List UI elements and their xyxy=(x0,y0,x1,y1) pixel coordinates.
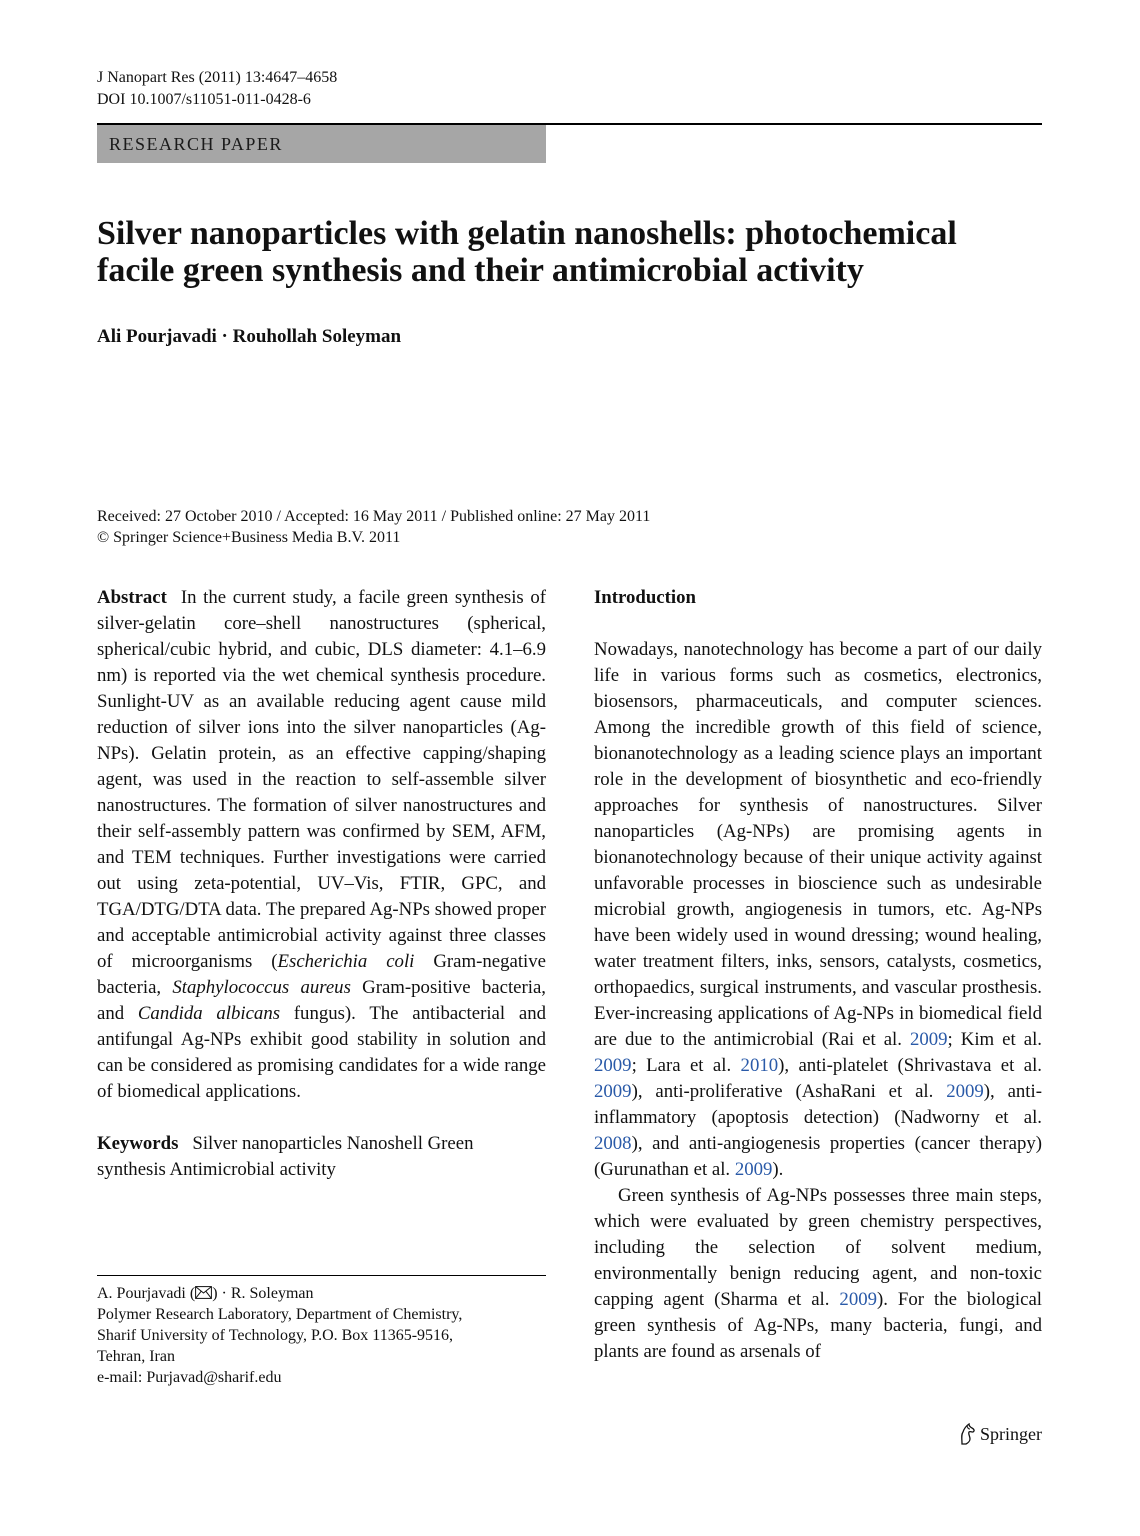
section-banner: RESEARCH PAPER xyxy=(97,125,546,163)
footnote-affiliation-2: Sharif University of Technology, P.O. Box 11365-9516, xyxy=(97,1327,454,1344)
article-title xyxy=(97,215,997,289)
keywords-heading: Keywords xyxy=(97,1133,179,1154)
journal-doi: DOI 10.1007/s11051-011-0428-6 xyxy=(97,91,311,108)
footnote-affiliation-3: Tehran, Iran xyxy=(97,1348,175,1365)
title-line-2: facile green synthesis and their antimicrobial activity xyxy=(97,252,864,289)
organism-name: Escherichia coli xyxy=(277,951,415,972)
abstract-text-2: Gram-negative bacteria, xyxy=(97,951,546,998)
citation-link[interactable]: 2009 xyxy=(946,1081,984,1102)
keywords-text: Silver nanoparticles Nanoshell Green synthesis Antimicrobial activity xyxy=(97,1133,474,1180)
author-affiliation-footnote xyxy=(97,1283,546,1388)
springer-logo xyxy=(958,1423,1042,1445)
footnote-rule xyxy=(97,1275,546,1276)
introduction-heading: Introduction xyxy=(594,587,696,608)
footnote-affiliation-1: Polymer Research Laboratory, Department of Chemistry, xyxy=(97,1306,463,1323)
introduction-paragraph-2: Green synthesis of Ag-NPs possesses three main steps, which were evaluated by green chemistry perspectives, including the selection of solvent medium, environmentally benign reducing agent, and non-toxic capping agent (Sharma et al. 2009). For the biological green synthesis of Ag-NPs, many bacteria, fungi, and plants are found as arsenals of xyxy=(594,1185,1042,1362)
abstract-heading: Abstract xyxy=(97,587,167,608)
date-line: Received: 27 October 2010 / Accepted: 16 May 2011 / Published online: 27 May 2011 xyxy=(97,508,651,525)
springer-wordmark: Springer xyxy=(980,1423,1042,1444)
footnote-authors: A. Pourjavadi ( ) · R. Soleyman xyxy=(97,1285,314,1302)
abstract-text-1: In the current study, a facile green synthesis of silver-gelatin core–shell nanostructures (spherical, spherical/cubic hybrid, and cubic, DLS diameter: 4.1–6.9 nm) is reported via the wet chemical synthesis procedure. Sunlight-UV as an available reducing agent cause mild reduction of silver ions into the silver nanoparticles (Ag-NPs). Gelatin protein, as an effective capping/shaping agent, was used in the reaction to self-assemble silver nanostructures. The formation of silver nanostructures and their self-assembly pattern was confirmed by SEM, AFM, and TEM techniques. Further investigations were carried out using zeta-potential, UV–Vis, FTIR, GPC, and TGA/DTG/DTA data. The prepared Ag-NPs showed proper and acceptable antimicrobial activity against three classes of microorganisms ( xyxy=(97,587,546,972)
citation-link[interactable]: 2008 xyxy=(594,1133,632,1154)
citation-link[interactable]: 2009 xyxy=(909,1029,948,1050)
envelope-icon xyxy=(195,1286,212,1299)
abstract xyxy=(97,585,546,1105)
citation-link[interactable]: 2009 xyxy=(839,1289,877,1310)
author-list: Ali Pourjavadi · Rouhollah Soleyman xyxy=(97,326,402,347)
footnote-email[interactable]: e-mail: Purjavad@sharif.edu xyxy=(97,1369,282,1386)
introduction-paragraph-1: Nowadays, nanotechnology has become a part of our daily life in various forms such as cosmetics, electronics, biosensors, pharmaceuticals, and computer sciences. Among the incredible growth of this field of science, bionanotechnology as a leading science plays an important role in the development of biosynthetic and eco-friendly approaches for synthesis of nanostructures. Silver nanoparticles (Ag-NPs) are promising agents in bionanotechnology because of their unique activity against unfavorable processes in bioscience such as undesirable microbial growth, angiogenesis in tumors, etc. Ag-NPs have been widely used in wound dressing; wound healing, water treatment filters, inks, sensors, catalysts, cosmetics, orthopaedics, surgical instruments, and vascular prosthesis. Ever-increasing applications of Ag-NPs in biomedical field are due to the antimicrobial (Rai et al. 2009; Kim et al. 2009; Lara et al. 2010), anti-platelet (Shrivastava et al. 2009), anti-proliferative (AshaRani et al. 2009), anti-inflammatory (apoptosis detection) (Nadworny et al. 2008), and anti-angiogenesis properties (cancer therapy) (Gurunathan et al. 2009). xyxy=(594,639,1042,1180)
article-dates xyxy=(97,506,650,548)
citation-link[interactable]: 2009 xyxy=(594,1081,632,1102)
right-column xyxy=(594,585,1042,1365)
copyright-line: © Springer Science+Business Media B.V. 2011 xyxy=(97,529,401,546)
citation-link[interactable]: 2010 xyxy=(740,1055,779,1076)
springer-horse-icon xyxy=(958,1423,976,1445)
abstract-text-4: fungus). The antibacterial and antifungal Ag-NPs exhibit good stability in solution and can be considered as promising candidates for a wide range of biomedical applications. xyxy=(97,1003,546,1102)
left-column xyxy=(97,585,546,1183)
abstract-text-3: Gram-positive bacteria, and xyxy=(97,977,546,1024)
journal-header xyxy=(97,67,337,111)
citation-link[interactable]: 2009 xyxy=(734,1159,773,1180)
organism-name: Candida albicans xyxy=(137,1003,281,1024)
title-line-1: Silver nanoparticles with gelatin nanoshells: photochemical xyxy=(97,215,957,252)
citation-link[interactable]: 2009 xyxy=(594,1055,632,1076)
journal-citation: J Nanopart Res (2011) 13:4647–4658 xyxy=(97,69,338,86)
keywords xyxy=(97,1131,546,1183)
organism-name: Staphylococcus aureus xyxy=(172,977,351,998)
